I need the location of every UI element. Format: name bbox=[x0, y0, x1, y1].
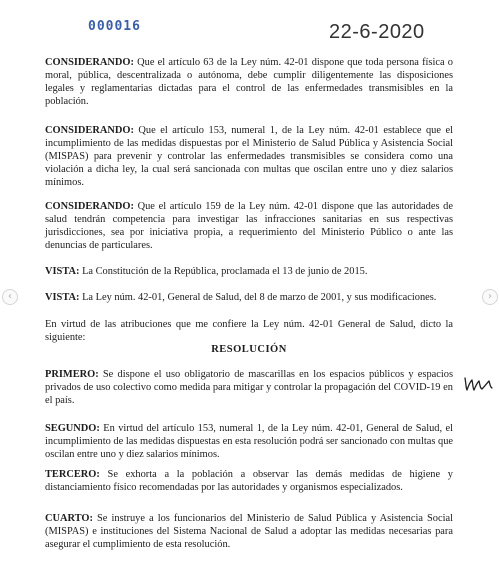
paragraph-text: Que el artículo 153, numeral 1, de la Ley núm. 42-01 establece que el incumplimiento de las medidas dispuestas por el Ministerio de Salud Pública y Asistencia Social (MISPAS) para prevenir y controlar las enfermedades transmisibles se considera como una violación a dicha ley, la cual será sancionada con multas que oscilan entre uno y diez salarios mínimos. bbox=[45, 125, 453, 188]
article-text: Se exhorta a la población a observar las demás medidas de higiene y distanciamiento físico recomendadas por las autoridades y organismos especializados. bbox=[45, 469, 453, 493]
paragraph-text: La Constitución de la República, proclamada el 13 de junio de 2015. bbox=[82, 266, 368, 277]
paragraph-text: En virtud de las atribuciones que me confiere la Ley núm. 42-01 General de Salud, dicto la siguiente: bbox=[45, 319, 453, 343]
article-label: PRIMERO: bbox=[45, 369, 99, 380]
resolution-title: RESOLUCIÓN bbox=[211, 344, 287, 355]
chevron-left-icon[interactable]: ‹ bbox=[2, 289, 18, 305]
intro-paragraph bbox=[45, 318, 453, 344]
paragraph-text: La Ley núm. 42-01, General de Salud, del 8 de marzo de 2001, y sus modificaciones. bbox=[82, 292, 437, 303]
article-primero bbox=[45, 368, 453, 407]
paragraph-label: CONSIDERANDO: bbox=[45, 201, 134, 212]
paragraph-label: VISTA: bbox=[45, 266, 80, 277]
paragraph-label: CONSIDERANDO: bbox=[45, 57, 134, 68]
signature-mark bbox=[462, 372, 496, 396]
handwritten-date: 22-6-2020 bbox=[329, 21, 425, 43]
considerando-1 bbox=[45, 56, 453, 108]
article-text: Se instruye a los funcionarios del Ministerio de Salud Pública y Asistencia Social (MISPAS) e instituciones del Sistema Nacional de Salud a adoptar las medidas necesarias para asegurar el cumplimiento de esta resolución. bbox=[45, 513, 453, 550]
paragraph-text: Que el artículo 159 de la Ley núm. 42-01 dispone que las autoridades de salud tendrán competencia para investigar las infracciones sanitarias en sus respectivas jurisdicciones, sea por iniciativa propia, a requerimiento del Ministerio Público o ante las denuncias de particulares. bbox=[45, 201, 453, 251]
article-text: Se dispone el uso obligatorio de mascarillas en los espacios públicos y espacios privados de uso colectivo como medida para mitigar y controlar la propagación del COVID-19 en el país. bbox=[45, 369, 453, 406]
paragraph-text: Que el artículo 63 de la Ley núm. 42-01 dispone que toda persona física o moral, pública, descentralizada o autónoma, debe cumplir diligentemente las disposiciones legales y reglamentarias dictadas para el control de las enfermedades transmisibles en la población. bbox=[45, 57, 453, 107]
paragraph-label: VISTA: bbox=[45, 292, 80, 303]
considerando-2 bbox=[45, 124, 453, 189]
article-label: CUARTO: bbox=[45, 513, 93, 524]
vista-1 bbox=[45, 265, 453, 278]
considerando-3 bbox=[45, 200, 453, 252]
article-text: En virtud del artículo 153, numeral 1, de la Ley núm. 42-01, General de Salud, el incumplimiento de las medidas dispuestas en esta resolución podrá ser sancionado con multas que oscilan entre uno y diez salarios mínimos. bbox=[45, 423, 453, 460]
article-cuarto bbox=[45, 512, 453, 551]
article-label: TERCERO: bbox=[45, 469, 100, 480]
article-segundo bbox=[45, 422, 453, 461]
vista-2 bbox=[45, 291, 453, 304]
paragraph-label: CONSIDERANDO: bbox=[45, 125, 134, 136]
folio-stamp: 000016 bbox=[88, 19, 141, 34]
article-tercero bbox=[45, 468, 453, 494]
article-label: SEGUNDO: bbox=[45, 423, 100, 434]
chevron-right-icon[interactable]: › bbox=[482, 289, 498, 305]
